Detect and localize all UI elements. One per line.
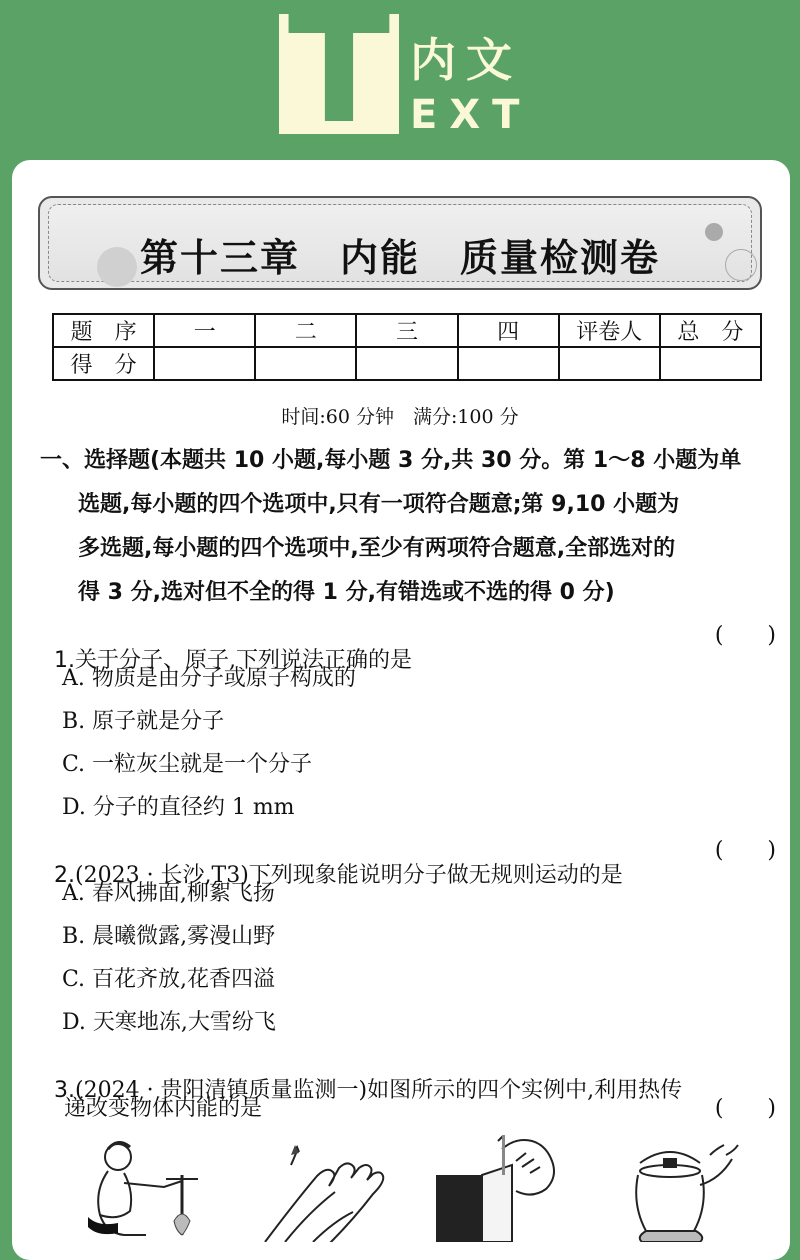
answer-bracket: ( )	[714, 838, 776, 863]
score-table-header-row	[53, 314, 761, 347]
title-banner-inner	[48, 204, 752, 282]
chapter-title: 第十三章 内能 质量检测卷	[139, 236, 660, 280]
answer-bracket: ( )	[714, 623, 776, 648]
question-text: 关于分子、原子,下列说法正确的是	[75, 648, 412, 673]
section-instruction-line: 多选题,每小题的四个选项中,至少有两项符合题意,全部选对的	[78, 536, 676, 561]
question-text: (2024 · 贵阳清镇质量监测一)如图所示的四个实例中,利用热传	[75, 1078, 683, 1103]
score-table-cell: 三	[356, 314, 457, 347]
option-d: D. 天寒地冻,大雪纷飞	[62, 1010, 276, 1035]
score-input-cell[interactable]	[356, 347, 457, 380]
score-table-cell: 四	[458, 314, 559, 347]
score-table-cell: 得 分	[53, 347, 154, 380]
score-input-cell[interactable]	[154, 347, 255, 380]
section-instruction-line: 得 3 分,选对但不全的得 1 分,有错选或不选的得 0 分)	[78, 580, 615, 605]
logo-box	[279, 0, 399, 157]
question-number: 1.	[54, 648, 75, 673]
question-text: (2023 · 长沙,T3)下列现象能说明分子做无规则运动的是	[75, 863, 623, 888]
kettle-heating-figure	[610, 1135, 750, 1242]
score-input-cell[interactable]	[458, 347, 559, 380]
option-d: D. 分子的直径约 1 mm	[62, 795, 295, 820]
option-c: C. 百花齐放,花香四溢	[62, 967, 276, 992]
sawing-wood-figure	[432, 1135, 572, 1242]
option-a: A. 物质是由分子或原子构成的	[62, 666, 356, 691]
question-text-continued: 递改变物体内能的是	[64, 1096, 263, 1121]
chapter-title-banner	[38, 196, 762, 290]
logo-letter: T	[287, 0, 391, 157]
answer-bracket: ( )	[714, 1096, 776, 1121]
option-c: C. 一粒灰尘就是一个分子	[62, 752, 313, 777]
score-table-cell: 一	[154, 314, 255, 347]
score-table-cell: 总 分	[660, 314, 761, 347]
header-title-zh: 内文	[410, 33, 522, 87]
option-b: B. 原子就是分子	[62, 709, 225, 734]
question-number: 3.	[54, 1078, 75, 1103]
section-instruction-line: 选题,每小题的四个选项中,只有一项符合题意;第 9,10 小题为	[78, 492, 680, 517]
score-table-cell: 二	[255, 314, 356, 347]
option-b: B. 晨曦微露,雾漫山野	[62, 924, 276, 949]
header-title-en: EXT	[410, 92, 532, 138]
section-instruction-line: 一、选择题(本题共 10 小题,每小题 3 分,共 30 分。第 1～8 小题为单	[40, 448, 742, 473]
score-input-cell[interactable]	[660, 347, 761, 380]
question-number: 2.	[54, 863, 75, 888]
option-a: A. 春风拂面,柳絮飞扬	[62, 881, 275, 906]
score-table	[52, 313, 762, 381]
score-table-score-row	[53, 347, 761, 380]
rubbing-hands-figure	[255, 1135, 395, 1242]
score-table-cell: 题 序	[53, 314, 154, 347]
score-input-cell[interactable]	[559, 347, 660, 380]
time-info: 时间:60 分钟 满分:100 分	[281, 406, 519, 428]
drilling-wood-fire-figure	[78, 1135, 218, 1242]
score-table-cell: 评卷人	[559, 314, 660, 347]
score-input-cell[interactable]	[255, 347, 356, 380]
